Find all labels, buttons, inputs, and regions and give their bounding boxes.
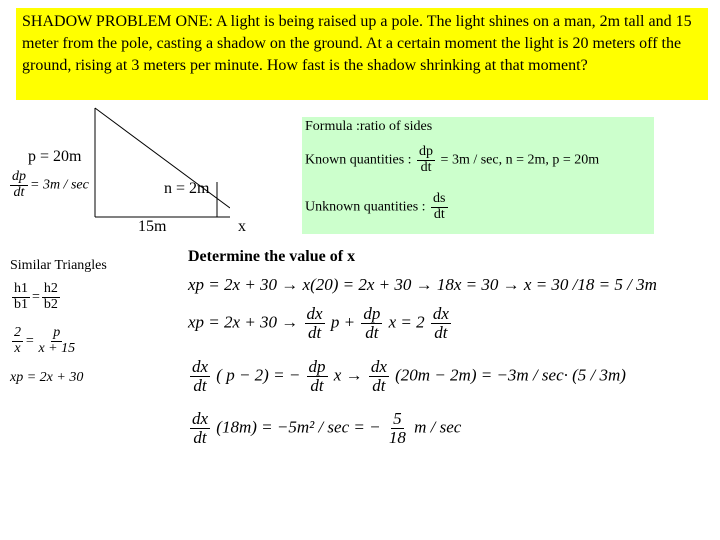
p-label: p = 20m <box>28 148 82 165</box>
known-quantities <box>305 145 599 175</box>
s2-num: p <box>53 325 61 340</box>
r2-num: h2 <box>43 281 58 296</box>
r2-den: b2 <box>43 296 58 312</box>
l2-f2-den: dt <box>365 322 379 342</box>
l3-a: ( p − 2) = − <box>216 365 301 385</box>
s1-num: 2 <box>14 325 21 340</box>
l3-f1-den: dt <box>193 375 207 395</box>
formula-title: Formula :ratio of sides <box>305 119 433 134</box>
l3-f3-den: dt <box>372 375 386 395</box>
l4-f2-den: 18 <box>388 427 406 447</box>
solution-line-3 <box>188 358 626 395</box>
ratio-specific: $\frac{2}{x}$ = $\frac{p}{x + 15}$ <box>14 325 76 356</box>
l2-f2-num: dp <box>363 304 381 323</box>
l3-f2-num: dp <box>308 357 326 376</box>
l2-c: x = 2 <box>388 312 425 332</box>
light-ray-line <box>95 108 230 208</box>
problem-statement <box>16 8 708 100</box>
l4-f1-num: dx <box>192 409 209 428</box>
l2-a: xp = 2x + 30 → <box>188 312 299 332</box>
r1-num: h1 <box>14 281 28 296</box>
known-num: dp <box>419 144 434 159</box>
rate-den: dt <box>13 184 25 200</box>
known-den: dt <box>420 159 432 175</box>
known-rhs: = 3m / sec, n = 2m, p = 20m <box>440 152 600 168</box>
formula-box <box>302 117 654 234</box>
r1-den: b1 <box>14 296 28 312</box>
base-label: 15m <box>138 218 167 235</box>
l3-c: (20m − 2m) = −3m / sec· (5 / 3m) <box>395 365 626 385</box>
problem-text: SHADOW PROBLEM ONE: A light is being raised up a pole. The light shines on a man, 2m tall and 15 meter from the pole, casting a shadow on the ground. At a certain moment the light is 20 meters off the ground, rising at 3 meters per minute. How fast is the shadow shrinking at that moment? <box>22 13 692 74</box>
l4-b: m / sec <box>414 417 462 437</box>
solution-heading: Determine the value of x <box>188 248 356 265</box>
ratio-general: $\frac{h1}{b1}$ = $\frac{h2}{b2}$ <box>14 281 58 312</box>
l3-f3-num: dx <box>370 357 387 376</box>
similar-result: xp = 2x + 30 <box>10 370 84 385</box>
unknown-quantities <box>305 192 450 222</box>
l4-f1-den: dt <box>193 427 207 447</box>
s2-den: x + 15 <box>38 340 76 356</box>
l2-b: p + <box>330 312 356 332</box>
l2-f1-num: dx <box>306 304 323 323</box>
l2-f1-den: dt <box>307 322 322 342</box>
rate-num: dp <box>12 169 26 184</box>
l3-f1-num: dx <box>192 357 209 376</box>
solution-line-4 <box>188 410 461 447</box>
l2-f3-den: dt <box>434 322 448 342</box>
rate-rhs: = 3m / sec <box>30 177 89 193</box>
triangle-figure <box>0 100 246 240</box>
solution-line-1: xp = 2x + 30 → x(20) = 2x + 30 → 18x = 30 → x = 30 /18 = 5 / 3m <box>188 275 657 294</box>
rate-expression <box>8 170 89 200</box>
l2-f3-num: dx <box>432 304 449 323</box>
l4-f2-num: 5 <box>393 409 402 428</box>
solution-line-2 <box>188 305 453 342</box>
l3-b: x → <box>333 365 363 385</box>
known-prefix: Known quantities : <box>305 152 412 168</box>
unknown-prefix: Unknown quantities : <box>305 199 426 215</box>
s1-den: x <box>14 340 21 356</box>
similar-title: Similar Triangles <box>10 258 107 273</box>
l4-a: (18m) = −5m² / sec = − <box>216 417 381 437</box>
unknown-num: ds <box>433 191 446 206</box>
shadow-label: x <box>238 218 246 235</box>
n-label: n = 2m <box>164 180 210 197</box>
unknown-den: dt <box>433 206 445 222</box>
l3-f2-den: dt <box>310 375 324 395</box>
